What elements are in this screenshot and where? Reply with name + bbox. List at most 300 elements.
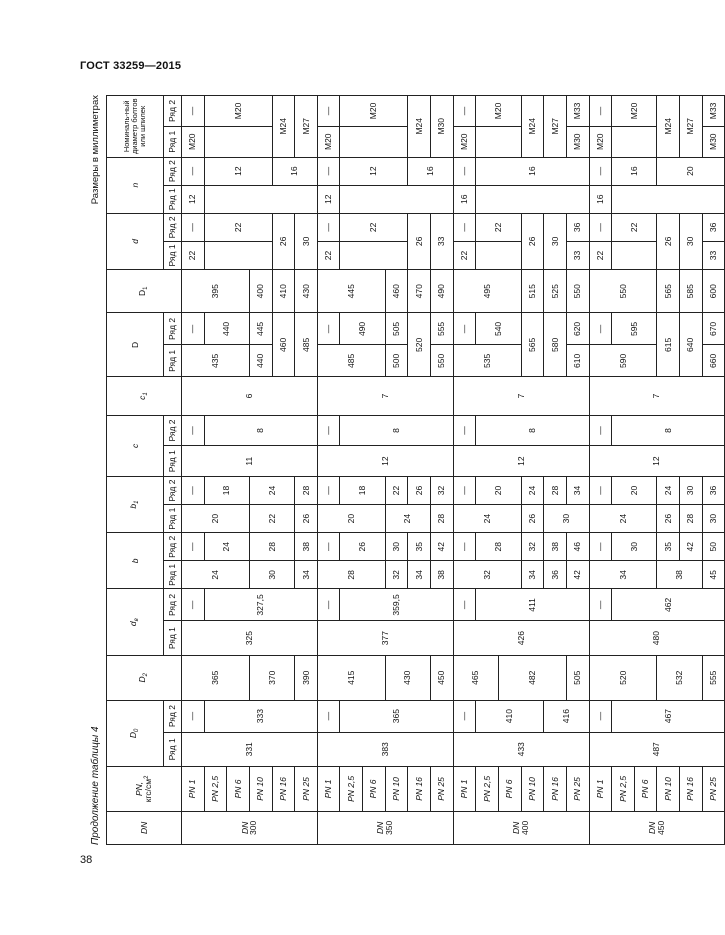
dv-r1-cell: 480 bbox=[589, 621, 725, 656]
units-note: Размеры в миллиметрах bbox=[90, 95, 101, 205]
row-header-1: Ряд 1 bbox=[164, 126, 182, 157]
col-header-c: c bbox=[107, 415, 164, 476]
b-r1-cell: 28 bbox=[317, 561, 385, 589]
bolt-cell: M24 bbox=[408, 96, 431, 158]
flange-d-cell: 615 bbox=[657, 313, 680, 377]
c-r2-cell: 8 bbox=[204, 415, 317, 446]
col-header-hole-d: d bbox=[107, 213, 164, 269]
dv-r2-cell: — bbox=[589, 589, 612, 621]
d0-r1-cell: 383 bbox=[317, 732, 453, 767]
bolt-r2-cell: M20 bbox=[340, 96, 408, 127]
hole-d-r1-cell: 22 bbox=[589, 241, 612, 269]
b-r1-cell: 45 bbox=[702, 561, 725, 589]
b1-r1-cell: 30 bbox=[544, 505, 589, 533]
d0-r2-cell: 410 bbox=[476, 700, 544, 732]
flange-d1-cell: 490 bbox=[431, 270, 454, 313]
n-r2-cell: 12 bbox=[204, 157, 272, 185]
b-r2-cell: 38 bbox=[544, 533, 567, 561]
b-r1-cell: 34 bbox=[521, 561, 544, 589]
c-r2-cell: 8 bbox=[476, 415, 589, 446]
bolt-r1-cell: M20 bbox=[589, 126, 612, 157]
pn-cell: PN 10 bbox=[385, 767, 408, 812]
b-r1-cell: 34 bbox=[589, 561, 657, 589]
n-r1-cell: 12 bbox=[317, 185, 340, 213]
pn-cell: PN 6 bbox=[498, 767, 521, 812]
bolt-r2-cell: — bbox=[182, 96, 205, 127]
pn-cell: PN 2,5 bbox=[612, 767, 635, 812]
pn-cell: PN 1 bbox=[317, 767, 340, 812]
d0-r2-cell: 365 bbox=[340, 700, 453, 732]
row-header-2: Ряд 2 bbox=[164, 415, 182, 446]
d2-cell: 482 bbox=[498, 655, 566, 700]
row-header-2: Ряд 2 bbox=[164, 96, 182, 127]
b-r1-cell: 30 bbox=[249, 561, 294, 589]
c-r2-cell: — bbox=[589, 415, 612, 446]
col-header-d2: $D_2$ bbox=[107, 655, 182, 700]
bolt-r1-cell bbox=[612, 126, 657, 157]
hole-d-r2-cell: 36 bbox=[702, 213, 725, 241]
row-header-1: Ряд 1 bbox=[164, 561, 182, 589]
hole-d-cell: 26 bbox=[272, 213, 295, 269]
pn-cell: PN 10 bbox=[657, 767, 680, 812]
c-r2-cell: 8 bbox=[340, 415, 453, 446]
n-r1-cell bbox=[476, 185, 589, 213]
n-r2-cell: 16 bbox=[612, 157, 657, 185]
d2-cell: 520 bbox=[589, 655, 657, 700]
pn-cell: PN 16 bbox=[680, 767, 703, 812]
b1-r2-cell: 22 bbox=[385, 476, 408, 504]
col-header-n: n bbox=[107, 157, 164, 213]
row-header-2: Ряд 2 bbox=[164, 313, 182, 345]
bolt-r1-cell bbox=[204, 126, 272, 157]
dv-r1-cell: 377 bbox=[317, 621, 453, 656]
n-r1-cell: 16 bbox=[589, 185, 612, 213]
pn-cell: PN 1 bbox=[589, 767, 612, 812]
flange-d-cell: 640 bbox=[680, 313, 703, 377]
b-r1-cell: 34 bbox=[295, 561, 318, 589]
row-header-1: Ряд 1 bbox=[164, 446, 182, 477]
d2-cell: 430 bbox=[385, 655, 430, 700]
hole-d-r1-cell: 22 bbox=[182, 241, 205, 269]
pn-cell: PN 2,5 bbox=[476, 767, 499, 812]
b-r1-cell: 32 bbox=[453, 561, 521, 589]
c1-cell: 7 bbox=[317, 377, 453, 415]
b1-r1-cell: 22 bbox=[249, 505, 294, 533]
n-r2-cell: 16 bbox=[272, 157, 317, 185]
hole-d-r1-cell bbox=[204, 241, 272, 269]
hole-d-r1-cell bbox=[476, 241, 521, 269]
row-header-1: Ряд 1 bbox=[164, 732, 182, 767]
flange-d1-cell: 400 bbox=[249, 270, 272, 313]
col-header-pn: PN, кгс/$см^2$ bbox=[107, 767, 182, 812]
b1-r1-cell: 24 bbox=[589, 505, 657, 533]
bolt-r2-cell: M33 bbox=[566, 96, 589, 127]
n-r2-cell: 12 bbox=[340, 157, 408, 185]
bolt-r2-cell: — bbox=[317, 96, 340, 127]
b-r1-cell: 38 bbox=[657, 561, 702, 589]
b1-r1-cell: 30 bbox=[702, 505, 725, 533]
n-r2-cell: — bbox=[589, 157, 612, 185]
page-number: 38 bbox=[80, 854, 93, 866]
hole-d-cell: 26 bbox=[521, 213, 544, 269]
hole-d-cell: 30 bbox=[680, 213, 703, 269]
dv-r2-cell: 462 bbox=[612, 589, 725, 621]
b-r2-cell: — bbox=[589, 533, 612, 561]
n-r2-cell: — bbox=[317, 157, 340, 185]
n-r1-cell bbox=[204, 185, 317, 213]
hole-d-r2-cell: 22 bbox=[612, 213, 657, 241]
b-r1-cell: 34 bbox=[408, 561, 431, 589]
flange-d1-cell: 550 bbox=[566, 270, 589, 313]
flange-d-cell: 565 bbox=[521, 313, 544, 377]
pn-cell: PN 25 bbox=[566, 767, 589, 812]
col-header-b1: $b_1$ bbox=[107, 476, 164, 532]
n-r2-cell: 16 bbox=[476, 157, 589, 185]
flange-d-cell: 580 bbox=[544, 313, 567, 377]
b1-r2-cell: 18 bbox=[204, 476, 249, 504]
n-r2-cell: — bbox=[182, 157, 205, 185]
b1-r1-cell: 26 bbox=[295, 505, 318, 533]
c-r2-cell: 8 bbox=[612, 415, 725, 446]
b1-r1-cell: 26 bbox=[521, 505, 544, 533]
flange-d-r1-cell: 590 bbox=[589, 345, 657, 377]
bolt-r1-cell bbox=[340, 126, 408, 157]
dn-cell: DN 400 bbox=[453, 811, 589, 844]
b-r2-cell: — bbox=[453, 533, 476, 561]
b1-r2-cell: — bbox=[182, 476, 205, 504]
b1-r2-cell: 28 bbox=[544, 476, 567, 504]
flange-d-r2-cell: 505 bbox=[385, 313, 408, 345]
n-r1-cell bbox=[612, 185, 725, 213]
d0-r2-cell: 333 bbox=[204, 700, 317, 732]
b1-r2-cell: 26 bbox=[408, 476, 431, 504]
c1-cell: 7 bbox=[589, 377, 725, 415]
b1-r2-cell: 30 bbox=[680, 476, 703, 504]
flange-d-r1-cell: 550 bbox=[431, 345, 454, 377]
document-header: ГОСТ 33259—2015 bbox=[80, 60, 182, 72]
hole-d-cell: 30 bbox=[295, 213, 318, 269]
col-header-b: b bbox=[107, 533, 164, 589]
d2-cell: 450 bbox=[431, 655, 454, 700]
d2-cell: 505 bbox=[566, 655, 589, 700]
d2-cell: 415 bbox=[317, 655, 385, 700]
table-row bbox=[453, 96, 476, 845]
c-r2-cell: — bbox=[453, 415, 476, 446]
pn-cell: PN 16 bbox=[544, 767, 567, 812]
flange-d1-cell: 410 bbox=[272, 270, 295, 313]
b1-r1-cell: 24 bbox=[385, 505, 430, 533]
b1-r2-cell: — bbox=[589, 476, 612, 504]
bolt-cell: M27 bbox=[295, 96, 318, 158]
b1-r2-cell: 18 bbox=[340, 476, 385, 504]
hole-d-r2-cell: 22 bbox=[476, 213, 521, 241]
b-r2-cell: 46 bbox=[566, 533, 589, 561]
col-header-dv: $d_в$ bbox=[107, 589, 164, 655]
flange-d-r2-cell: 595 bbox=[612, 313, 657, 345]
flange-d-r2-cell: 445 bbox=[249, 313, 272, 345]
pn-cell: PN 6 bbox=[363, 767, 386, 812]
b-r1-cell: 42 bbox=[566, 561, 589, 589]
b1-r1-cell: 28 bbox=[431, 505, 454, 533]
flange-d-r2-cell: 540 bbox=[476, 313, 521, 345]
d0-r1-cell: 487 bbox=[589, 732, 725, 767]
dv-r2-cell: — bbox=[317, 589, 340, 621]
b-r1-cell: 36 bbox=[544, 561, 567, 589]
flange-d-r2-cell: 670 bbox=[702, 313, 725, 345]
col-header-c1: $c_1$ bbox=[107, 377, 182, 415]
table-row bbox=[317, 96, 340, 845]
row-header-2: Ряд 2 bbox=[164, 589, 182, 621]
hole-d-r1-cell: 22 bbox=[453, 241, 476, 269]
flange-d-r2-cell: 620 bbox=[566, 313, 589, 345]
bolt-r1-cell: M30 bbox=[566, 126, 589, 157]
d2-cell: 532 bbox=[657, 655, 702, 700]
b-r2-cell: 50 bbox=[702, 533, 725, 561]
flange-d1-cell: 550 bbox=[589, 270, 657, 313]
pn-cell: PN 16 bbox=[272, 767, 295, 812]
b-r2-cell: — bbox=[317, 533, 340, 561]
pn-cell: PN 6 bbox=[634, 767, 657, 812]
flange-d1-cell: 565 bbox=[657, 270, 680, 313]
n-r1-cell: 16 bbox=[453, 185, 476, 213]
bolt-r1-cell: M20 bbox=[317, 126, 340, 157]
flange-d-r1-cell: 435 bbox=[182, 345, 250, 377]
b-r2-cell: 28 bbox=[249, 533, 294, 561]
pn-cell: PN 16 bbox=[408, 767, 431, 812]
c-r2-cell: — bbox=[317, 415, 340, 446]
row-header-2: Ряд 2 bbox=[164, 700, 182, 732]
b-r2-cell: 42 bbox=[431, 533, 454, 561]
pn-cell: PN 10 bbox=[521, 767, 544, 812]
b1-r2-cell: 32 bbox=[431, 476, 454, 504]
hole-d-r1-cell: 33 bbox=[702, 241, 725, 269]
flange-d-r1-cell: 440 bbox=[249, 345, 272, 377]
row-header-2: Ряд 2 bbox=[164, 533, 182, 561]
b1-r2-cell: — bbox=[453, 476, 476, 504]
c-r1-cell: 12 bbox=[589, 446, 725, 477]
hole-d-r1-cell bbox=[340, 241, 408, 269]
row-header-1: Ряд 1 bbox=[164, 505, 182, 533]
b-r2-cell: 42 bbox=[680, 533, 703, 561]
flange-d1-cell: 430 bbox=[295, 270, 318, 313]
bolt-cell: M24 bbox=[521, 96, 544, 158]
flange-d1-cell: 395 bbox=[182, 270, 250, 313]
d0-r1-cell: 331 bbox=[182, 732, 318, 767]
hole-d-r1-cell bbox=[612, 241, 657, 269]
table-row bbox=[182, 96, 205, 845]
bolt-cell: M27 bbox=[680, 96, 703, 158]
flange-d-r2-cell: 440 bbox=[204, 313, 249, 345]
c-r1-cell: 12 bbox=[453, 446, 589, 477]
bolt-cell: M24 bbox=[272, 96, 295, 158]
b1-r2-cell: 24 bbox=[249, 476, 294, 504]
pn-cell: PN 2,5 bbox=[204, 767, 227, 812]
dv-r1-cell: 426 bbox=[453, 621, 589, 656]
flange-d-cell: 460 bbox=[272, 313, 295, 377]
flange-d-r1-cell: 485 bbox=[317, 345, 385, 377]
bolt-r1-cell: M30 bbox=[702, 126, 725, 157]
dv-r2-cell: — bbox=[453, 589, 476, 621]
row-header-1: Ряд 1 bbox=[164, 345, 182, 377]
bolt-cell: M24 bbox=[657, 96, 680, 158]
flange-d-r1-cell: 500 bbox=[385, 345, 408, 377]
flange-d-r2-cell: — bbox=[317, 313, 340, 345]
hole-d-r2-cell: 36 bbox=[566, 213, 589, 241]
col-header-dn: DN bbox=[107, 811, 182, 844]
row-header-1: Ряд 1 bbox=[164, 621, 182, 656]
pn-cell: PN 1 bbox=[453, 767, 476, 812]
b1-r2-cell: 24 bbox=[657, 476, 680, 504]
hole-d-cell: 33 bbox=[431, 213, 454, 269]
hole-d-r2-cell: 22 bbox=[204, 213, 272, 241]
b-r2-cell: 28 bbox=[476, 533, 521, 561]
pn-cell: PN 6 bbox=[227, 767, 250, 812]
bolt-r2-cell: M33 bbox=[702, 96, 725, 127]
hole-d-r2-cell: — bbox=[589, 213, 612, 241]
col-header-flange-d: D bbox=[107, 313, 164, 377]
b-r2-cell: 38 bbox=[295, 533, 318, 561]
d0-r2-cell: 467 bbox=[612, 700, 725, 732]
hole-d-cell: 26 bbox=[408, 213, 431, 269]
dv-r1-cell: 325 bbox=[182, 621, 318, 656]
b-r2-cell: 35 bbox=[408, 533, 431, 561]
b1-r1-cell: 20 bbox=[317, 505, 385, 533]
c1-cell: 6 bbox=[182, 377, 318, 415]
d2-cell: 370 bbox=[249, 655, 294, 700]
dv-r2-cell: 359,5 bbox=[340, 589, 453, 621]
flange-d-cell: 520 bbox=[408, 313, 431, 377]
b-r1-cell: 32 bbox=[385, 561, 408, 589]
b1-r1-cell: 26 bbox=[657, 505, 680, 533]
pn-cell: PN 25 bbox=[702, 767, 725, 812]
b1-r2-cell: 34 bbox=[566, 476, 589, 504]
b-r2-cell: 26 bbox=[340, 533, 385, 561]
flange-d-cell: 485 bbox=[295, 313, 318, 377]
flange-d1-cell: 495 bbox=[453, 270, 521, 313]
b-r2-cell: 30 bbox=[612, 533, 657, 561]
flange-d-r1-cell: 610 bbox=[566, 345, 589, 377]
d0-r2-cell: — bbox=[317, 700, 340, 732]
b1-r2-cell: 20 bbox=[612, 476, 657, 504]
b1-r1-cell: 24 bbox=[453, 505, 521, 533]
c-r1-cell: 11 bbox=[182, 446, 318, 477]
b-r2-cell: — bbox=[182, 533, 205, 561]
b-r2-cell: 32 bbox=[521, 533, 544, 561]
row-header-1: Ряд 1 bbox=[164, 241, 182, 269]
rotated-table-area bbox=[90, 95, 719, 845]
d0-r2-cell: — bbox=[182, 700, 205, 732]
flange-d-r2-cell: — bbox=[453, 313, 476, 345]
flange-d1-cell: 445 bbox=[317, 270, 385, 313]
b-r2-cell: 30 bbox=[385, 533, 408, 561]
n-r2-cell: 20 bbox=[657, 157, 725, 185]
bolt-r2-cell: M20 bbox=[612, 96, 657, 127]
pn-cell: PN 10 bbox=[249, 767, 272, 812]
d0-r2-cell: — bbox=[453, 700, 476, 732]
bolt-r2-cell: M20 bbox=[476, 96, 521, 127]
col-header-d0: $D_0$ bbox=[107, 700, 164, 766]
c-r2-cell: — bbox=[182, 415, 205, 446]
b-r2-cell: 24 bbox=[204, 533, 249, 561]
d2-cell: 365 bbox=[182, 655, 250, 700]
d0-r2-cell: — bbox=[589, 700, 612, 732]
row-header-2: Ряд 2 bbox=[164, 476, 182, 504]
flange-d-r2-cell: 555 bbox=[431, 313, 454, 345]
table-row bbox=[589, 96, 612, 845]
bolt-cell: M27 bbox=[544, 96, 567, 158]
pn-cell: PN 2,5 bbox=[340, 767, 363, 812]
table-caption: Продолжение таблицы 4 bbox=[90, 726, 101, 845]
c-r1-cell: 12 bbox=[317, 446, 453, 477]
b-r2-cell: 35 bbox=[657, 533, 680, 561]
bolt-r2-cell: — bbox=[589, 96, 612, 127]
b1-r2-cell: 36 bbox=[702, 476, 725, 504]
flange-d-r1-cell: 660 bbox=[702, 345, 725, 377]
pn-cell: PN 25 bbox=[295, 767, 318, 812]
dn-cell: DN 450 bbox=[589, 811, 725, 844]
n-r2-cell: — bbox=[453, 157, 476, 185]
flange-d-r1-cell: 535 bbox=[453, 345, 521, 377]
flange-d-r2-cell: — bbox=[182, 313, 205, 345]
n-r1-cell: 12 bbox=[182, 185, 205, 213]
hole-d-r1-cell: 22 bbox=[317, 241, 340, 269]
row-header-1: Ряд 1 bbox=[164, 185, 182, 213]
n-r2-cell: 16 bbox=[408, 157, 453, 185]
d2-cell: 555 bbox=[702, 655, 725, 700]
bolt-r2-cell: — bbox=[453, 96, 476, 127]
hole-d-r2-cell: — bbox=[453, 213, 476, 241]
bolt-r1-cell bbox=[476, 126, 521, 157]
flange-d1-cell: 470 bbox=[408, 270, 431, 313]
d0-r2-cell: 416 bbox=[544, 700, 589, 732]
col-header-flange-d1: $D_1$ bbox=[107, 270, 182, 313]
dv-r2-cell: — bbox=[182, 589, 205, 621]
pn-cell: PN 1 bbox=[182, 767, 205, 812]
row-header-2: Ряд 2 bbox=[164, 157, 182, 185]
n-r1-cell bbox=[340, 185, 453, 213]
hole-d-cell: 30 bbox=[544, 213, 567, 269]
b1-r2-cell: 20 bbox=[476, 476, 521, 504]
flange-d1-cell: 515 bbox=[521, 270, 544, 313]
bolt-r1-cell: M20 bbox=[453, 126, 476, 157]
hole-d-r2-cell: — bbox=[317, 213, 340, 241]
b1-r2-cell: 28 bbox=[295, 476, 318, 504]
dv-r2-cell: 411 bbox=[476, 589, 589, 621]
flange-d1-cell: 585 bbox=[680, 270, 703, 313]
flange-d-r2-cell: 490 bbox=[340, 313, 385, 345]
col-header-bolt-diameter: Номиналь-ный диаметр болтов или шпилек bbox=[107, 96, 164, 158]
b1-r1-cell: 20 bbox=[182, 505, 250, 533]
d2-cell: 390 bbox=[295, 655, 318, 700]
flange-d1-cell: 460 bbox=[385, 270, 408, 313]
row-header-2: Ряд 2 bbox=[164, 213, 182, 241]
d0-r1-cell: 433 bbox=[453, 732, 589, 767]
hole-d-r2-cell: 22 bbox=[340, 213, 408, 241]
b1-r2-cell: — bbox=[317, 476, 340, 504]
b1-r2-cell: 24 bbox=[521, 476, 544, 504]
flange-dimensions-table bbox=[106, 95, 725, 845]
flange-d-r2-cell: — bbox=[589, 313, 612, 345]
d2-cell: 465 bbox=[453, 655, 498, 700]
b-r1-cell: 24 bbox=[182, 561, 250, 589]
dn-cell: DN 300 bbox=[182, 811, 318, 844]
flange-d1-cell: 525 bbox=[544, 270, 567, 313]
pn-cell: PN 25 bbox=[431, 767, 454, 812]
bolt-r2-cell: M20 bbox=[204, 96, 272, 127]
hole-d-r1-cell: 33 bbox=[566, 241, 589, 269]
dn-cell: DN 350 bbox=[317, 811, 453, 844]
flange-d1-cell: 600 bbox=[702, 270, 725, 313]
